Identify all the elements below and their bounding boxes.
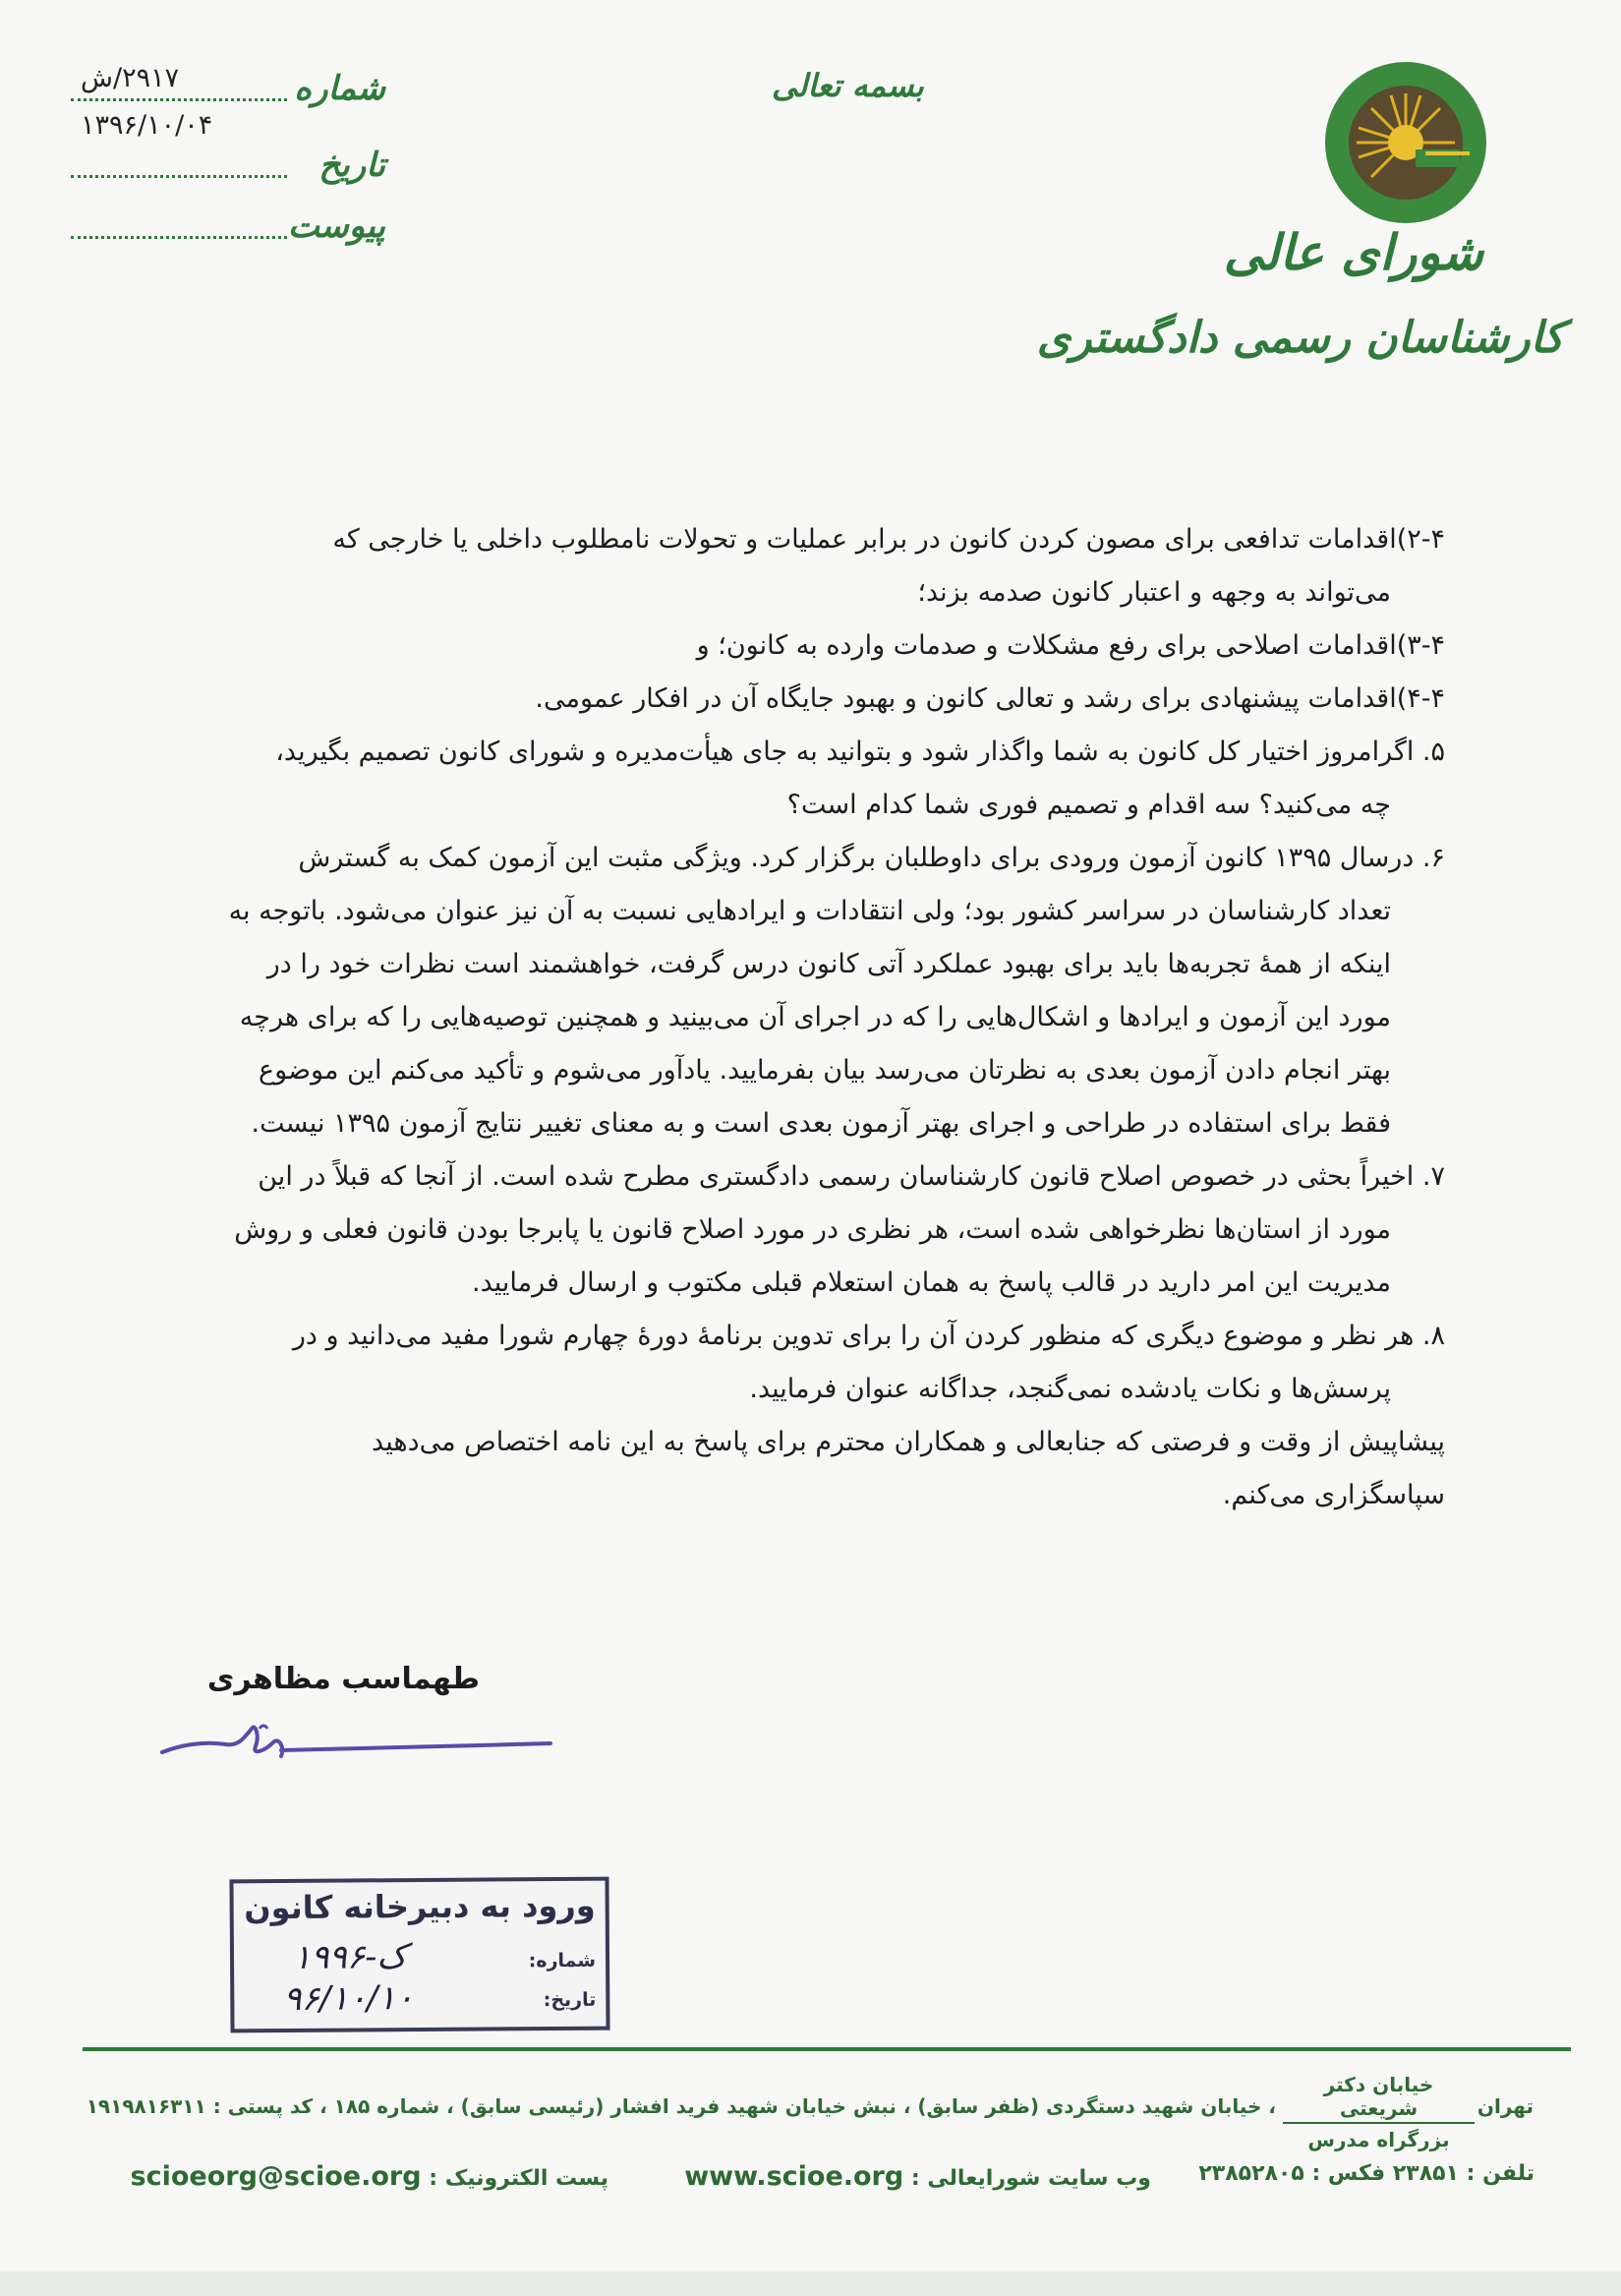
meta-label: پیوست — [287, 206, 385, 246]
text-line: ۲-۴)اقدامات تدافعی برای مصون کردن کانون در برابر عملیات و تحولات نامطلوب داخلی یا خارجی که — [332, 524, 1445, 555]
email-link[interactable]: scioeorg@scioe.org — [130, 2161, 422, 2192]
address-rest: ، خیابان شهید دستگردی (ظفر سابق) ، نبش خیابان شهید فرید افشار (رئیسی سابق) ، شماره ۱۸۵ ، کد پستی : ۱۹۱۹۸۱۶۳۱۱ — [86, 2094, 1276, 2118]
stamp-number-value: ۱۹۹۶-ک — [292, 1937, 407, 1977]
address-branch-bottom: بزرگراه مدرس — [1307, 2128, 1450, 2151]
paragraph — [147, 513, 1445, 619]
text-line: بهتر انجام دادن آزمون بعدی به نظرتان می‌رسد بیان بفرمایید. یادآور می‌شوم و تأکید می‌کنم این موضوع — [259, 1055, 1391, 1086]
paragraph — [147, 619, 1445, 673]
text-line: ۶. درسال ۱۳۹۵ کانون آزمون ورودی برای داوطلبان برگزار کرد. ویژگی مثبت این آزمون کمک به گسترش — [298, 843, 1445, 873]
handwritten-signature-icon — [157, 1711, 570, 1770]
meta-date-field — [71, 110, 385, 191]
text-line: مدیریت این امر دارید در قالب پاسخ به همان استعلام قبلی مکتوب و ارسال فرمایید. — [472, 1267, 1391, 1298]
org-logo-icon — [1322, 59, 1489, 226]
footer-website — [684, 2161, 1151, 2192]
basmala-heading: بسمه تعالی — [772, 67, 924, 104]
text-line: ۳-۴)اقدامات اصلاحی برای رفع مشکلات و صدمات وارده به کانون؛ و — [696, 630, 1445, 661]
text-line: ۷. اخیراً بحثی در خصوص اصلاح قانون کارشناسان رسمی دادگستری مطرح شده است. از آنجا که قبلاً در این — [258, 1161, 1445, 1192]
org-subtitle: کارشناسان رسمی دادگستری — [1036, 313, 1564, 363]
meta-number-field — [71, 63, 385, 114]
paragraph — [147, 832, 1445, 1150]
scan-bottom-edge — [0, 2271, 1621, 2296]
meta-attachment-field — [71, 206, 385, 252]
email-label: پست الکترونیک : — [429, 2166, 608, 2191]
address-branch-top: خیابان دکتر شریعتی — [1283, 2073, 1475, 2124]
org-title: شورای عالی — [1223, 224, 1483, 281]
letter-body — [147, 513, 1445, 1522]
text-line: مورد این آزمون و ایرادها و اشکال‌هایی را که در اجرای آن می‌بینید و همچنین توصیه‌هایی را که برای هرچه — [239, 1002, 1391, 1032]
stamp-title: ورود به دبیرخانه کانون — [244, 1886, 596, 1927]
text-line: ۸. هر نظر و موضوع دیگری که منظور کردن آن را برای تدوین برنامهٔ دورهٔ چهارم شورا مفید می‌دانید و در — [292, 1321, 1445, 1351]
meta-value: ۱۳۹۶/۱۰/۰۴ — [81, 110, 213, 141]
footer-phone-fax: تلفن : ۲۳۸۵۱ فکس : ۲۳۸۵۲۸۰۵ — [1198, 2161, 1534, 2186]
text-line: فقط برای استفاده در طراحی و اجرای بهتر آزمون بعدی است و به معنای تغییر نتایج آزمون ۱۳۹۵ نیست. — [251, 1108, 1391, 1139]
text-line: ۴-۴)اقدامات پیشنهادی برای رشد و تعالی کانون و بهبود جایگاه آن در افکار عمومی. — [535, 683, 1445, 714]
website-label: وب سایت شورایعالی : — [910, 2166, 1151, 2191]
footer-address — [86, 2073, 1534, 2151]
stamp-date-value: ۹۶/۱۰/۱۰ — [283, 1978, 414, 2019]
meta-value: ۲۹۱۷/ش — [81, 63, 180, 93]
dotted-line — [71, 175, 287, 178]
stamp-date-label: تاریخ: — [543, 1988, 597, 2012]
paragraph — [147, 1416, 1445, 1522]
meta-label: شماره — [294, 69, 385, 108]
paragraph — [147, 1150, 1445, 1310]
paragraph — [147, 1310, 1445, 1416]
address-street-branch — [1283, 2073, 1475, 2151]
text-line: چه می‌کنید؟ سه اقدام و تصمیم فوری شما کدام است؟ — [786, 790, 1391, 820]
paragraph — [147, 673, 1445, 726]
website-link[interactable]: www.scioe.org — [684, 2161, 904, 2192]
text-line: پیشاپیش از وقت و فرصتی که جنابعالی و همکاران محترم برای پاسخ به این نامه اختصاص می‌دهید — [372, 1427, 1445, 1457]
text-line: مورد از استان‌ها نظرخواهی شده است، هر نظری در مورد اصلاح قانون یا پابرجا بودن قانون فعلی و روش — [234, 1214, 1391, 1245]
dotted-line — [71, 236, 287, 239]
footer-divider — [83, 2047, 1571, 2051]
signatory-name: طهماسب مظاهری — [206, 1662, 480, 1696]
paragraph — [147, 726, 1445, 832]
dotted-line — [71, 98, 287, 101]
text-line: سپاسگزاری می‌کنم. — [1222, 1480, 1445, 1510]
registry-stamp — [229, 1877, 609, 2033]
meta-label: تاریخ — [318, 146, 385, 185]
stamp-number-label: شماره: — [528, 1949, 597, 1972]
text-line: تعداد کارشناسان در سراسر کشور بود؛ ولی انتقادات و ایرادهایی نسبت به آن نیز عنوان می‌شود. باتوجه به — [228, 896, 1391, 926]
text-line: پرسش‌ها و نکات یادشده نمی‌گنجد، جداگانه عنوان فرمایید. — [749, 1374, 1391, 1404]
text-line: اینکه از همهٔ تجربه‌ها باید برای بهبود عملکرد آتی کانون درس گرفت، خواهشمند است نظرات خود را در — [266, 949, 1391, 979]
text-line: ۵. اگرامروز اختیار کل کانون به شما واگذار شود و بتوانید به جای هیأت‌مدیره و شورای کانون تصمیم بگیرید، — [275, 736, 1445, 767]
text-line: می‌تواند به وجهه و اعتبار کانون صدمه بزند؛ — [917, 577, 1391, 608]
footer-email — [131, 2161, 608, 2192]
address-city: تهران — [1476, 2094, 1534, 2118]
